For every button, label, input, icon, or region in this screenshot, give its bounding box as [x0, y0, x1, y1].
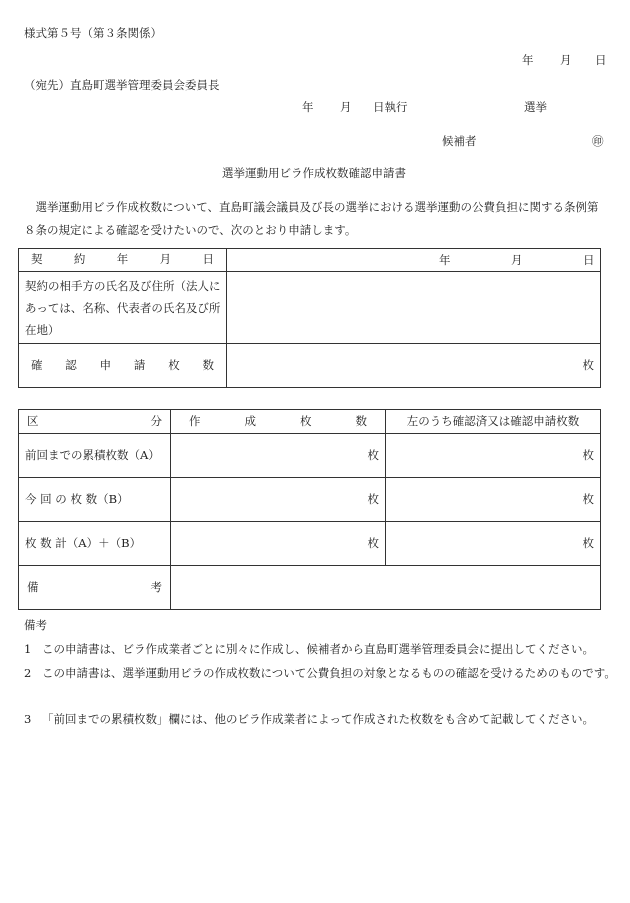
unit-label: 枚 [582, 447, 594, 462]
previous-confirmed-cell[interactable] [386, 434, 601, 478]
request-count-row [19, 344, 601, 388]
contract-date-row [19, 249, 601, 272]
row-label-current: 今 回 の 枚 数（B） [19, 478, 171, 522]
remarks-char: 備 [27, 579, 39, 594]
request-count-char: 申 [99, 357, 112, 372]
table-row [19, 434, 601, 478]
note-text: この申請書は、選挙運動用ビラの作成枚数について公費負担の対象となるものの確認を受けるためのものです。 [42, 666, 616, 680]
current-created-cell[interactable] [171, 478, 386, 522]
seal-mark: ㊞ [592, 134, 604, 148]
request-count-char: 数 [202, 357, 214, 372]
counterparty-value[interactable] [227, 272, 601, 344]
contract-date-label [19, 249, 227, 272]
election-year: 年 [302, 100, 314, 114]
contract-date-char: 年 [116, 252, 129, 267]
contract-day: 日 [583, 253, 595, 267]
header-category [19, 410, 171, 434]
current-confirmed-cell[interactable] [386, 478, 601, 522]
contract-date-char: 日 [202, 252, 214, 267]
contract-date-value[interactable] [227, 249, 601, 272]
request-count-unit: 枚 [582, 357, 594, 372]
remarks-label [19, 566, 171, 610]
request-count-label [19, 344, 227, 388]
notes-heading: 備考 [24, 618, 47, 632]
election-day-exec: 日執行 [373, 100, 408, 114]
date-month: 月 [560, 53, 572, 67]
row-label-total: 枚 数 計（A）＋（B） [19, 522, 171, 566]
remarks-row [19, 566, 601, 610]
counterparty-row [19, 272, 601, 344]
candidate-label: 候補者 [442, 134, 477, 148]
unit-label: 枚 [367, 447, 379, 462]
counterparty-label: 契約の相手方の氏名及び住所（法人にあっては、名称、代表者の氏名及び所在地） [19, 272, 227, 344]
note-text: この申請書は、ビラ作成業者ごとに別々に作成し、候補者から直島町選挙管理委員会に提出してください。 [42, 642, 594, 656]
election-month: 月 [340, 100, 352, 114]
remarks-value[interactable] [171, 566, 601, 610]
election-type: 選挙 [524, 100, 547, 114]
contract-date-char: 契 [31, 252, 43, 267]
header-confirmed: 左のうち確認済又は確認申請枚数 [386, 410, 601, 434]
header-category-char: 区 [27, 413, 39, 428]
request-count-char: 請 [133, 357, 146, 372]
header-created-char: 成 [244, 413, 256, 428]
note-number: 2 [24, 666, 32, 680]
intro-paragraph: 選挙運動用ビラ作成枚数について、直島町議会議員及び長の選挙における選挙運動の公費負担に関する条例第８条の規定による確認を受けたいので、次のとおり申請します。 [24, 200, 599, 237]
contract-table [18, 248, 601, 388]
total-created-cell[interactable] [171, 522, 386, 566]
request-count-char: 確 [31, 357, 43, 372]
contract-year: 年 [439, 253, 451, 267]
request-count-char: 認 [65, 357, 77, 372]
addressee: （宛先）直島町選挙管理委員会委員長 [24, 78, 220, 92]
date-day: 日 [595, 53, 607, 67]
table-row [19, 522, 601, 566]
contract-date-char: 約 [73, 252, 86, 267]
note-text: 「前回までの累積枚数」欄には、他のビラ作成業者によって作成された枚数をも含めて記載してください。 [42, 712, 594, 726]
unit-label: 枚 [582, 535, 594, 550]
table-row [19, 478, 601, 522]
header-category-char: 分 [150, 413, 162, 428]
note-number: 3 [24, 712, 32, 726]
document-title: 選挙運動用ビラ作成枚数確認申請書 [222, 166, 406, 180]
unit-label: 枚 [367, 535, 379, 550]
date-year: 年 [522, 53, 534, 67]
contract-date-char: 月 [159, 252, 172, 267]
note-item [24, 638, 614, 660]
header-created-char: 枚 [300, 413, 312, 428]
note-number: 1 [24, 642, 32, 656]
row-label-previous: 前回までの累積枚数（A） [19, 434, 171, 478]
note-item [24, 662, 614, 706]
remarks-char: 考 [150, 579, 162, 594]
count-table [18, 409, 601, 610]
unit-label: 枚 [367, 491, 379, 506]
previous-created-cell[interactable] [171, 434, 386, 478]
count-table-header [19, 410, 601, 434]
unit-label: 枚 [582, 491, 594, 506]
form-id: 様式第５号（第３条関係） [24, 26, 162, 40]
note-item [24, 708, 614, 730]
total-confirmed-cell[interactable] [386, 522, 601, 566]
header-created-char: 数 [355, 413, 367, 428]
header-created [171, 410, 386, 434]
contract-month: 月 [511, 253, 523, 267]
request-count-value[interactable] [227, 344, 601, 388]
header-created-char: 作 [189, 413, 201, 428]
request-count-char: 枚 [168, 357, 180, 372]
